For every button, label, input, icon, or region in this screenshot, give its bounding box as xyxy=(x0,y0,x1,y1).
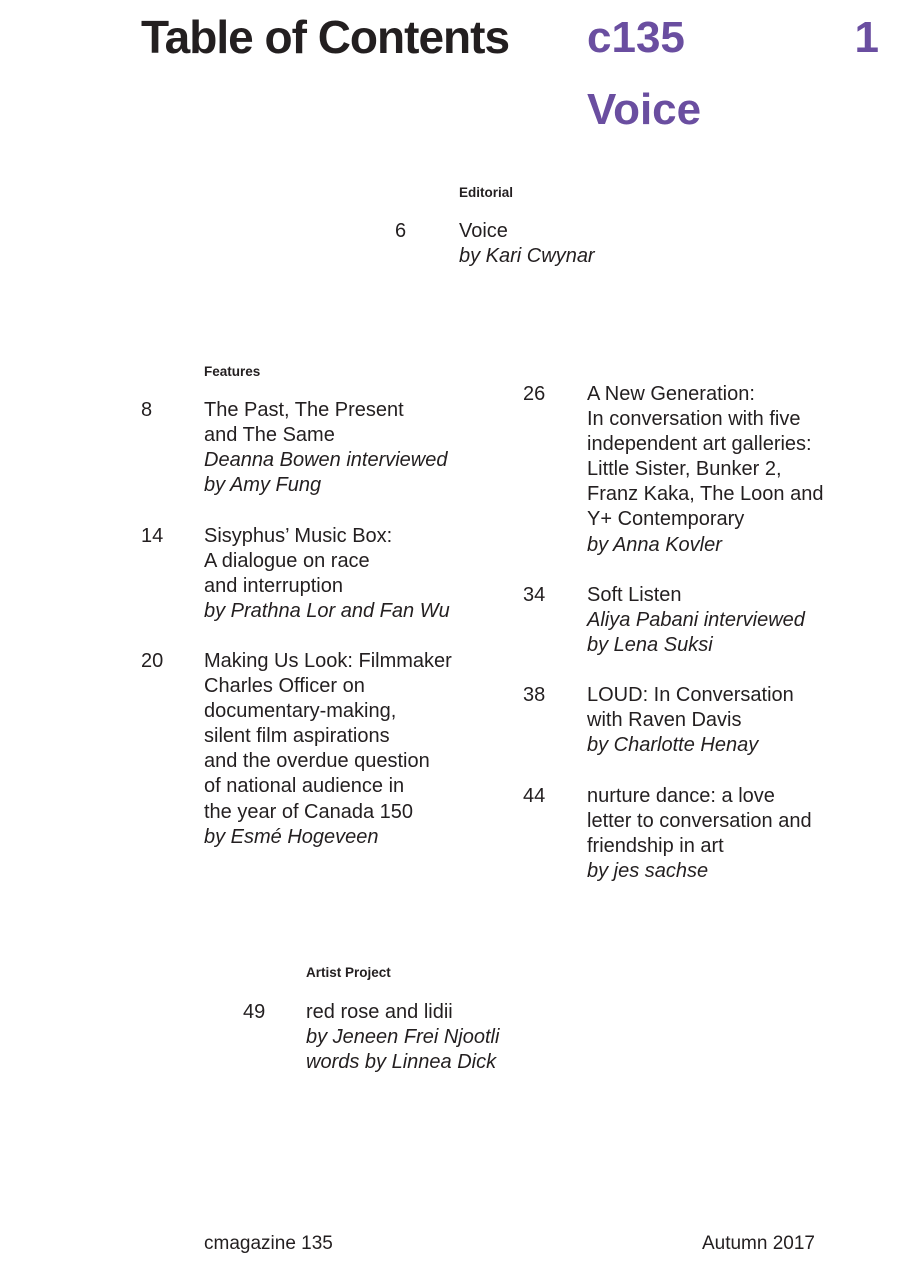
entry-page-number: 6 xyxy=(395,220,407,242)
entry-page-number: 38 xyxy=(523,684,546,706)
entry-title-line: nurture dance: a love xyxy=(587,785,775,807)
entry-page-number: 26 xyxy=(523,383,546,405)
entry-title-line: In conversation with five xyxy=(587,408,801,431)
entry-author-line: by Charlotte Henay xyxy=(587,734,759,757)
entry-title-line: and interruption xyxy=(204,575,343,598)
entry-page-number: 49 xyxy=(243,1001,266,1023)
entry-title-line: and the overdue question xyxy=(204,750,430,773)
toc-entry xyxy=(204,398,448,498)
toc-entry xyxy=(204,524,450,624)
entry-page-number: 34 xyxy=(523,584,546,606)
entry-title-line: Franz Kaka, The Loon and xyxy=(587,483,824,506)
entry-title-line: with Raven Davis xyxy=(587,709,742,732)
entry-author-line: by Lena Suksi xyxy=(587,634,713,657)
footer-publication: cmagazine 135 xyxy=(204,1233,333,1254)
entry-author-line: Aliya Pabani interviewed xyxy=(587,609,805,632)
entry-author-line: by Esmé Hogeveen xyxy=(204,825,379,848)
entry-author-line: by Kari Cwynar xyxy=(459,245,595,268)
entry-title-line: LOUD: In Conversation xyxy=(587,684,794,706)
entry-page-number: 20 xyxy=(141,650,164,672)
toc-entry xyxy=(587,382,823,558)
issue-theme: Voice xyxy=(587,85,702,134)
toc-entry xyxy=(204,649,452,850)
entry-title-line: Voice xyxy=(459,220,508,242)
entry-title-line: independent art galleries: xyxy=(587,433,812,456)
entry-title-line: and The Same xyxy=(204,424,335,447)
footer-season: Autumn 2017 xyxy=(701,1233,815,1254)
entry-author-line: by Prathna Lor and Fan Wu xyxy=(204,600,450,623)
entry-title-line: Soft Listen xyxy=(587,584,682,606)
entry-title-line: Little Sister, Bunker 2, xyxy=(587,458,782,481)
entry-author-line: by Anna Kovler xyxy=(587,533,722,556)
entry-page-number: 44 xyxy=(523,785,546,807)
toc-entry-artist-project xyxy=(306,1000,499,1075)
toc-entry xyxy=(587,784,812,884)
toc-entry xyxy=(587,583,805,658)
entry-title-line: Making Us Look: Filmmaker xyxy=(204,650,452,672)
entry-title-line: the year of Canada 150 xyxy=(204,800,414,823)
section-heading-artist-project: Artist Project xyxy=(306,965,391,980)
entry-title-line: Charles Officer on xyxy=(204,675,365,698)
section-heading-editorial: Editorial xyxy=(459,185,514,200)
entry-title-line: letter to conversation and xyxy=(587,810,812,833)
entry-title-line: red rose and lidii xyxy=(306,1001,453,1023)
issue-code: c135 xyxy=(587,13,685,62)
toc-entry-editorial xyxy=(459,219,595,269)
entry-title-line: documentary-making, xyxy=(204,700,397,723)
entry-author-line: by Jeneen Frei Njootli xyxy=(306,1026,500,1049)
section-heading-features: Features xyxy=(204,364,261,379)
entry-title-line: The Past, The Present xyxy=(204,399,404,421)
entry-author-line: by Amy Fung xyxy=(204,474,322,497)
entry-author-line: by jes sachse xyxy=(587,860,709,883)
toc-entry xyxy=(587,683,794,758)
page-number: 1 xyxy=(854,13,879,62)
entry-title-line: silent film aspirations xyxy=(204,725,390,748)
entry-author-line: Deanna Bowen interviewed xyxy=(204,449,448,472)
entry-title-line: A dialogue on race xyxy=(204,550,370,573)
entry-page-number: 14 xyxy=(141,525,164,547)
entry-title-line: friendship in art xyxy=(587,835,724,858)
entry-title-line: A New Generation: xyxy=(587,383,755,405)
entry-author-line: words by Linnea Dick xyxy=(306,1051,497,1074)
entry-title-line: Sisyphus’ Music Box: xyxy=(204,525,393,547)
entry-title-line: Y+ Contemporary xyxy=(587,508,745,531)
entry-title-line: of national audience in xyxy=(204,775,405,798)
page-title: Table of Contents xyxy=(141,11,510,63)
entry-page-number: 8 xyxy=(141,399,153,421)
